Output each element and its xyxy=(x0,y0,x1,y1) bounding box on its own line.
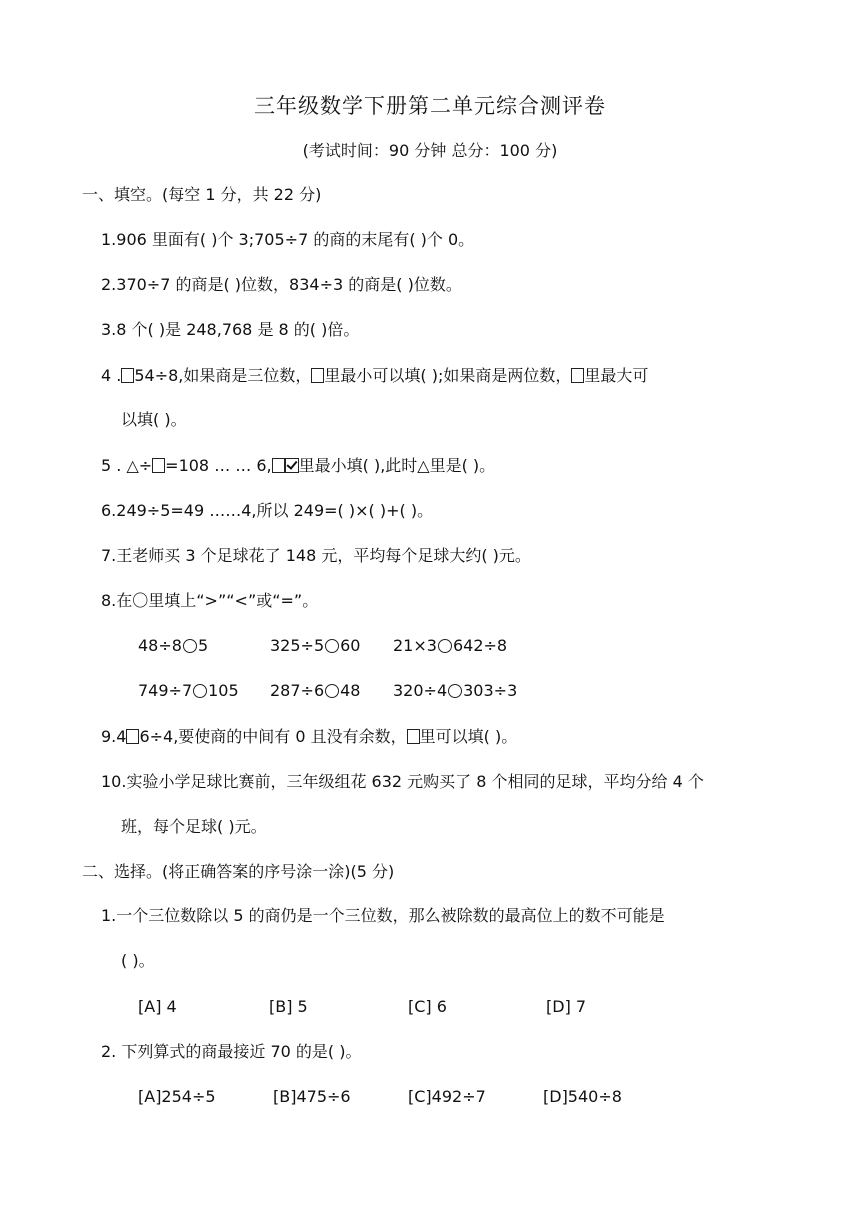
blank-box-icon xyxy=(152,458,165,473)
question-1-7: 7.王老师买 3 个足球花了 148 元，平均每个足球大约( )元。 xyxy=(101,546,531,565)
question-1-1: 1.906 里面有( )个 3;705÷7 的商的末尾有( )个 0。 xyxy=(101,230,475,249)
option-b[interactable]: [B]475÷6 xyxy=(273,1087,351,1106)
blank-box-icon xyxy=(121,368,134,383)
exam-subtitle: (考试时间：90 分钟 总分：100 分) xyxy=(302,141,558,160)
circle-blank-icon xyxy=(438,639,452,653)
compare-item: 48÷8 5 xyxy=(138,636,209,655)
q4-text2: 里最小可以填( );如果商是两位数， xyxy=(324,366,572,385)
question-1-10-line1: 10.实验小学足球比赛前，三年级组花 632 元购买了 8 个相同的足球，平均分给 4 个 xyxy=(101,772,704,791)
q4-text1: 54÷8,如果商是三位数， xyxy=(134,366,312,385)
q9-text3: 里可以填( )。 xyxy=(419,727,518,746)
blank-box-icon xyxy=(311,368,324,383)
exam-title: 三年级数学下册第二单元综合测评卷 xyxy=(254,94,606,118)
option-a[interactable]: [A] 4 xyxy=(138,997,177,1016)
q5-text1: 5 . △÷ xyxy=(101,456,153,475)
blank-box-icon xyxy=(571,368,584,383)
question-1-5 xyxy=(101,455,495,477)
option-c[interactable]: [C]492÷7 xyxy=(408,1087,486,1106)
question-1-6: 6.249÷5=49 ……4,所以 249=( )×( )+( )。 xyxy=(101,501,434,520)
question-2-1-line1: 1.一个三位数除以 5 的商仍是一个三位数，那么被除数的最高位上的数不可能是 xyxy=(101,906,665,925)
compare-item: 749÷7 105 xyxy=(138,681,239,700)
circle-blank-icon xyxy=(325,639,339,653)
blank-box-icon xyxy=(407,729,420,744)
question-2-2: 2. 下列算式的商最接近 70 的是( )。 xyxy=(101,1042,362,1061)
q9-text1: 9.4 xyxy=(101,727,127,746)
option-d[interactable]: [D] 7 xyxy=(546,997,587,1016)
question-1-9 xyxy=(101,726,517,748)
option-c[interactable]: [C] 6 xyxy=(408,997,447,1016)
question-1-2: 2.370÷7 的商是( )位数，834÷3 的商是( )位数。 xyxy=(101,275,462,294)
circle-blank-icon xyxy=(448,684,462,698)
question-1-8: 8.在〇里填上“>”“<”或“=”。 xyxy=(101,591,319,610)
section1-heading: 一、填空。(每空 1 分，共 22 分) xyxy=(82,185,322,204)
question-1-10-line2: 班，每个足球( )元。 xyxy=(121,817,267,836)
compare-item: 320÷4 303÷3 xyxy=(393,681,518,700)
compare-item: 325÷5 60 xyxy=(270,636,361,655)
blank-box-icon xyxy=(126,729,139,744)
option-a[interactable]: [A]254÷5 xyxy=(138,1087,216,1106)
blank-box-icon xyxy=(272,458,285,473)
q5-text3: 里最小填( ),此时△里是( )。 xyxy=(298,456,496,475)
checked-box-icon xyxy=(285,458,299,473)
question-1-4-line1 xyxy=(101,365,648,387)
q9-text2: 6÷4,要使商的中间有 0 且没有余数， xyxy=(139,727,407,746)
q5-text2: =108 … … 6, xyxy=(165,456,272,475)
q4-number: 4 . xyxy=(101,366,122,385)
question-2-1-line2: ( )。 xyxy=(121,951,155,970)
option-d[interactable]: [D]540÷8 xyxy=(543,1087,622,1106)
circle-blank-icon xyxy=(183,639,197,653)
circle-blank-icon xyxy=(193,684,207,698)
section2-heading: 二、选择。(将正确答案的序号涂一涂)(5 分) xyxy=(82,862,395,881)
q4-text3: 里最大可 xyxy=(584,366,649,385)
compare-item: 287÷6 48 xyxy=(270,681,361,700)
question-1-4-line2: 以填( )。 xyxy=(121,410,187,429)
circle-blank-icon xyxy=(325,684,339,698)
question-1-3: 3.8 个( )是 248,768 是 8 的( )倍。 xyxy=(101,320,360,339)
option-b[interactable]: [B] 5 xyxy=(269,997,308,1016)
compare-item: 21×3 642÷8 xyxy=(393,636,508,655)
